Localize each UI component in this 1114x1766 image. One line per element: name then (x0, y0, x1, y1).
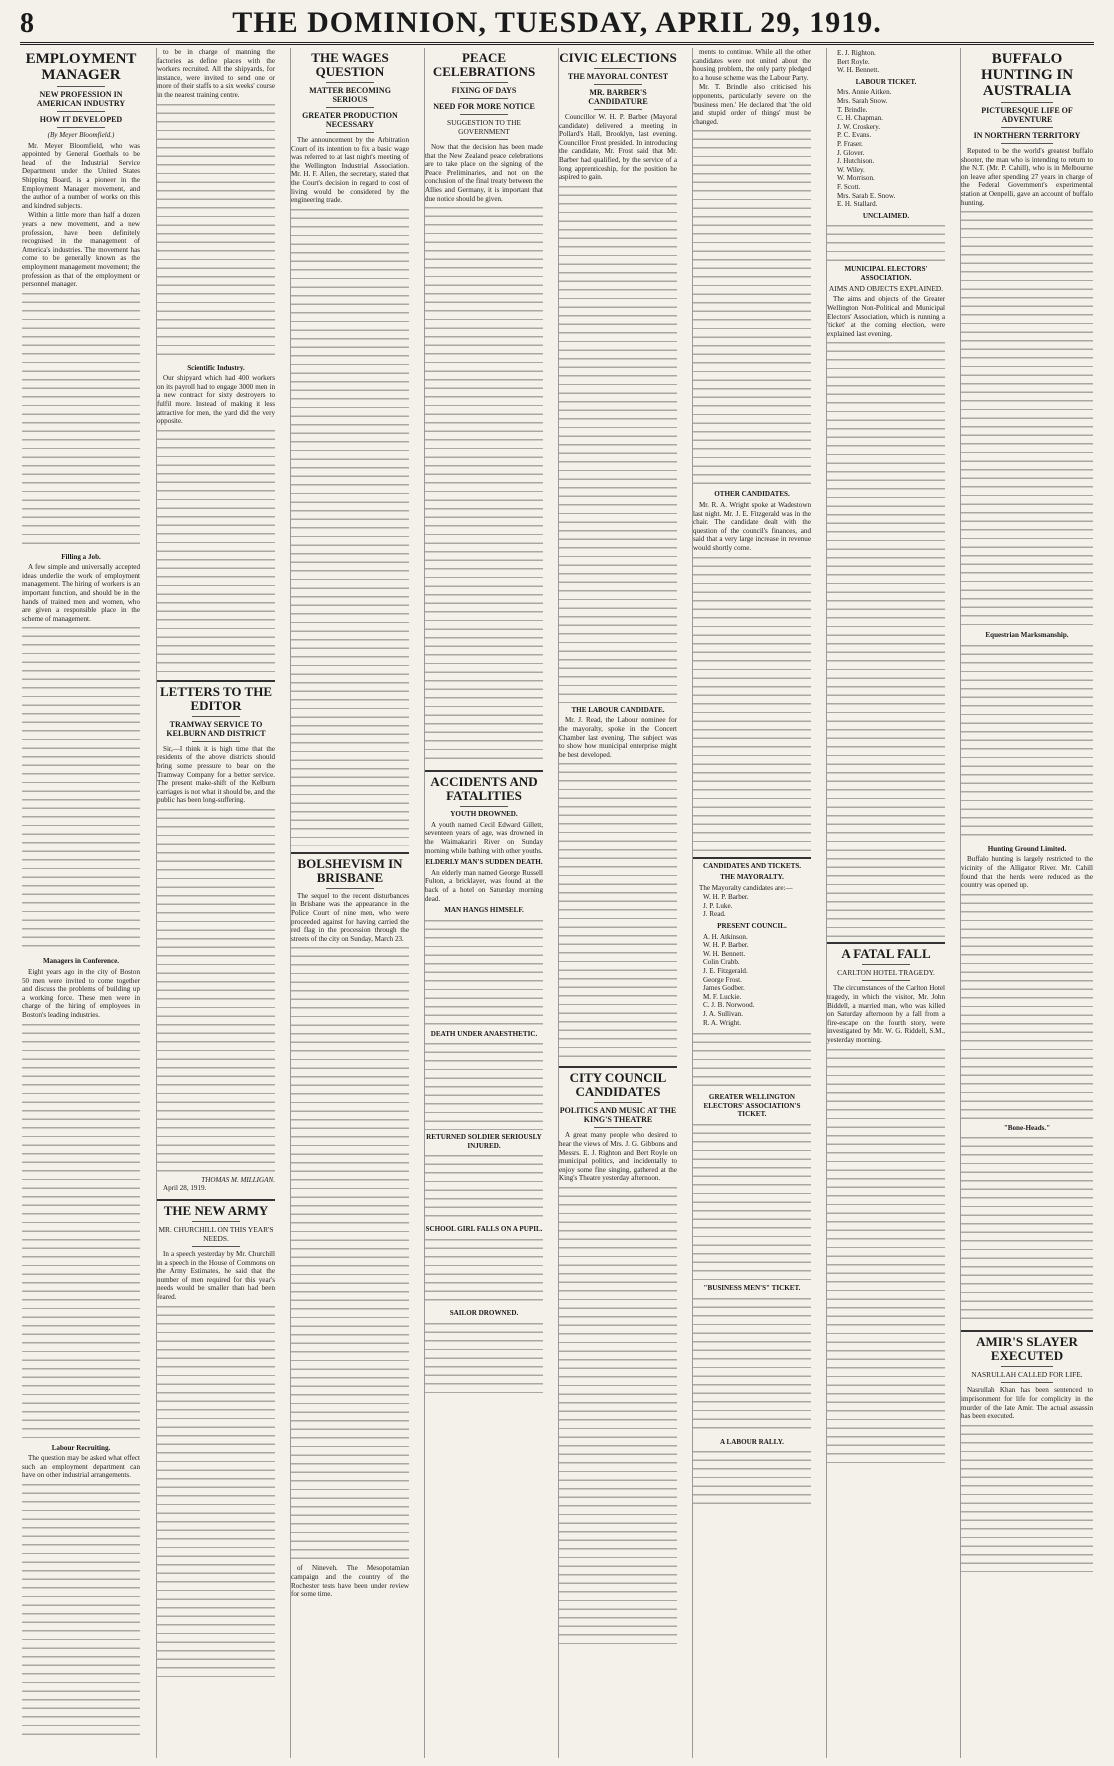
deck: NASRULLAH CALLED FOR LIFE. (971, 1370, 1083, 1380)
columns (22, 48, 1092, 1758)
subheading: ELDERLY MAN'S SUDDEN DEATH. (425, 858, 543, 867)
subheading: UNCLAIMED. (862, 211, 910, 220)
subheading: Labour Recruiting. (51, 1443, 111, 1452)
article-wages-question (291, 51, 409, 846)
list-item: A. H. Atkinson. (703, 932, 748, 941)
column-3 (290, 48, 409, 1758)
article-candidates-tickets (693, 862, 811, 1509)
list-item: Colin Crabb. (703, 958, 740, 967)
dateline: April 28, 1919. (163, 1184, 207, 1193)
article-new-army (157, 1204, 275, 1683)
list-item: F. Scott. (837, 182, 861, 191)
list-item: J. Hutchison. (837, 157, 875, 166)
list-item: J. E. Fitzgerald. (703, 967, 748, 976)
article-amir-slayer (961, 1335, 1093, 1571)
column-5 (558, 48, 677, 1758)
paragraph: Councillor W. H. P. Barber (Mayoral candidate) delivered a meeting in Pollard's Hall, Brooklyn, last evening. Councillor Frost presided. In introducing the candidate, Mr. Frost said that Mr. Barber had qualified, by the service of a long apprenticeship, for the position he aspired to gain. (559, 113, 677, 182)
column-1 (22, 48, 140, 1758)
paragraph: The announcement by the Arbitration Court of its intention to fix a basic wage was referred to at last night's meeting of the Wellington Industrial Association. Mr. H. F. Allen, the secretary, stated that the Court's decision in regard to cost of living would be considered by the engineering trade. (291, 136, 409, 205)
deck: PICTURESQUE LIFE OF ADVENTURE (981, 106, 1073, 124)
paragraph: The sequel to the recent disturbances in Brisbane was the appearance in the Police Court of nine men, who were proceeded against for having carried the red flag in the procession through the streets of the city on Sunday, March 23. (291, 891, 409, 943)
masthead (20, 6, 1094, 45)
list-item: Mrs. Annie Aitken. (837, 88, 892, 97)
list-item: James Godber. (703, 984, 745, 993)
deck: MR. BARBER'S CANDIDATURE (588, 88, 648, 106)
paragraph: Within a little more than half a dozen years a new movement, and a new profession, have been definitely recognised in the management of America's industries. The movement has come to be generally known as the employment management movement; the profession as that of the employment or personnel manager. (22, 211, 140, 289)
deck: MATTER BECOMING SERIOUS (309, 86, 391, 104)
paragraph: The aims and objects of the Greater Wellington Non-Political and Municipal Electors' Association, which is running a 'ticket' at the coming election, were explained last evening. (827, 295, 945, 338)
article-buffalo-hunting (961, 51, 1093, 1324)
list-item: P. Fraser. (837, 139, 863, 148)
article-city-council (559, 1071, 677, 1644)
paragraph: to be in charge of manning the factories as define places with the workers recruited. All the shipyards, for instance, were invited to send one or more of their staffs to a six weeks' course in the nearest training centre. (157, 48, 275, 99)
list-item: W. H. P. Barber. (703, 941, 749, 950)
subheading: Equestrian Marksmanship. (985, 631, 1069, 640)
column-6 (692, 48, 811, 1758)
column-8 (960, 48, 1093, 1758)
masthead-title: THE DOMINION, TUESDAY, APRIL 29, 1919. (232, 6, 882, 39)
paragraph: ments to continue. While all the other candidates were not united about the housing problem, the only party pledged to a house scheme was the Labour Party. (693, 48, 811, 82)
list-item: W. H. P. Barber. (703, 893, 749, 902)
list-item: P. C. Evans. (837, 131, 872, 140)
paragraph: of Nineveh. The Mesopotamian campaign and the country of the Rochester tests have been under review for some time. (291, 1564, 409, 1599)
headline: CITY COUNCIL CANDIDATES (569, 1070, 667, 1100)
paragraph: The circumstances of the Carlton Hotel tragedy, in which the visitor, Mr. John Biddell, a married man, who was killed on Saturday afternoon by a fall from a fire-escape on the fourth story, were investigated by Mr. W. G. Riddell, S.M., yesterday morning. (827, 984, 945, 1044)
article-bolshevism (291, 857, 409, 1599)
subheading: Filling a Job. (61, 552, 101, 561)
subheading: RETURNED SOLDIER SERIOUSLY INJURED. (426, 1133, 542, 1150)
list-item: W. Wiley. (837, 165, 865, 174)
deck: SUGGESTION TO THE GOVERNMENT (447, 118, 521, 136)
subheading: CANDIDATES AND TICKETS. (702, 861, 802, 870)
byline: (By Meyer Bloomfield.) (47, 131, 115, 139)
subheading: Managers in Conference. (42, 957, 120, 966)
council-list (703, 933, 811, 1028)
list-item: W. Morrison. (837, 174, 875, 183)
deck: MR. CHURCHILL ON THIS YEAR'S NEEDS. (158, 1225, 274, 1244)
subheading: THE LABOUR CANDIDATE. (571, 705, 665, 714)
paragraph: Reputed to be the world's greatest buffalo shooter, the man who is intending to return to the N.T. (Mr. P. Cahill), who is in Melbourne on leave after spending 27 years in charge of the Federal Government's experimental station at Oenpelli, gave an account of buffalo hunting. (961, 147, 1093, 207)
paragraph: The Mayoralty candidates are:— (699, 883, 793, 892)
paragraph: Mr. T. Brindle also criticised his opponents, particularly severe on the 'business men.' He declared that 'the old and stupid order of things' must be changed. (693, 83, 811, 126)
headline: PEACE CELEBRATIONS (432, 50, 536, 79)
list-item: Bert Royle. (837, 57, 870, 66)
paragraph: Now that the decision has been made that the New Zealand peace celebrations are to take place on the signing of the Peace Preliminaries, and not on the conclusion of the final treaty between the Allies and Germany, it is important that due notice should be given. (425, 143, 543, 203)
paragraph: Mr. J. Read, the Labour nominee for the mayoralty, spoke in the Concert Chamber last evening. The subject was to show how municipal enterprise might be best developed. (559, 716, 677, 759)
subheading: "Bone-Heads." (1003, 1123, 1051, 1132)
subheading: OTHER CANDIDATES. (714, 490, 790, 499)
deck: TRAMWAY SERVICE TO KELBURN AND DISTRICT (166, 719, 266, 738)
deck: FIXING OF DAYS (451, 86, 517, 95)
paragraph: The question may be asked what effect such an employment department can have on other industrial arrangements. (22, 1454, 140, 1480)
deck: THE MAYORAL CONTEST (567, 72, 669, 81)
mayoralty-list (703, 893, 811, 919)
list-item: M. F. Luckie. (703, 992, 742, 1001)
list-item: E. H. Stallard. (837, 200, 878, 209)
subheading: MUNICIPAL ELECTORS' ASSOCIATION. (844, 265, 928, 282)
list-item: J. Glover. (837, 148, 865, 157)
names-list (837, 49, 945, 75)
headline: BOLSHEVISM IN BRISBANE (297, 855, 403, 885)
page-number: 8 (20, 8, 34, 39)
deck: POLITICS AND MUSIC AT THE KING'S THEATRE (559, 1106, 677, 1125)
list-item: E. J. Righton. (837, 49, 876, 57)
list-item: T. Brindle. (837, 105, 868, 114)
headline: LETTERS TO THE EDITOR (159, 683, 272, 713)
signature: THOMAS M. MILLIGAN. (201, 1175, 275, 1184)
paragraph: In a speech yesterday by Mr. Churchill in a speech in the House of Commons on the Army Estimates, he said that the number of men required for this year's needs would be smaller than had been feared. (157, 1250, 275, 1302)
column-7 (826, 48, 945, 1758)
subheading: SCHOOL GIRL FALLS ON A PUPIL. (425, 1225, 543, 1234)
subheading: THE MAYORALTY. (720, 873, 784, 882)
headline: EMPLOYMENT MANAGER (25, 51, 137, 83)
subheading: "BUSINESS MEN'S" TICKET. (703, 1283, 801, 1292)
article-letters (157, 685, 275, 1193)
paragraph: A few simple and universally accepted ideas underlie the work of employment management. The hiring of workers is an important function, and should be in the hands of trained men and women, who are given a responsible place in the scheme of management. (22, 563, 140, 623)
paragraph: A youth named Cecil Edward Gillett, seventeen years of age, was drowned in the Waimakariri River on Sunday morning while bathing with other youths. (425, 820, 543, 855)
headline: CIVIC ELECTIONS (559, 50, 677, 65)
list-item: Mrs. Sarah E. Snow. (837, 191, 896, 200)
article-civic-elections (559, 51, 677, 1060)
paragraph: A great many people who desired to hear the views of Mrs. J. G. Gibbons and Messrs. E. J. Righton and Bert Royle on municipal politics, and incidentally to enjoy some fine singing, gathered at the King's Theatre yesterday afternoon. (559, 1131, 677, 1183)
column-2 (156, 48, 275, 1758)
paragraph: Sir,—I think it is high time that the residents of the above districts should bring some pressure to bear on the Tramway Company for a better service. The present make-shift of the Kelburn carriages is not what it should be, and the public has been long-suffering. (157, 744, 275, 805)
paragraph: Eight years ago in the city of Boston 50 men were invited to come together and discuss the problems of building up a working force. These men were in charge of the hiring of employees in Boston's leading industries. (22, 968, 140, 1019)
paragraph: Mr. Meyer Bloomfield, who was appointed by General Goethals to be head of the Industrial Service Department under the United States Shipping Board, is a pioneer in the Employment Manager movement, and the author of a number of works on this and kindred subjects. (22, 141, 140, 210)
headline: THE NEW ARMY (163, 1203, 269, 1219)
subheading: Hunting Ground Limited. (987, 844, 1067, 853)
list-item: J. W. Croskery. (837, 122, 881, 131)
paragraph: Nasrullah Khan has been sentenced to imprisonment for life for complicity in the murder of the late Amir. The actual assassin has been executed. (961, 1386, 1093, 1421)
deck: HOW IT DEVELOPED (39, 115, 123, 124)
subheading: SAILOR DROWNED. (449, 1309, 519, 1318)
deck: NEED FOR MORE NOTICE (433, 102, 535, 111)
subheading: PRESENT COUNCIL. (717, 922, 787, 931)
headline: AMIR'S SLAYER EXECUTED (976, 1334, 1078, 1364)
subheading: DEATH UNDER ANAESTHETIC. (430, 1029, 538, 1038)
headline: BUFFALO HUNTING IN AUSTRALIA (980, 51, 1074, 99)
paragraph: An elderly man named George Russell Fulton, a bricklayer, was found at the back of a hotel on Saturday morning dead. (425, 868, 543, 903)
list-item: J. P. Luke. (703, 901, 733, 910)
deck: NEW PROFESSION IN AMERICAN INDUSTRY (36, 90, 126, 108)
list-item: George Frost. (703, 975, 742, 984)
list-item: W. H. Bennett. (837, 66, 880, 75)
headline: THE WAGES QUESTION (311, 50, 389, 79)
paragraph: Mr. R. A. Wright spoke at Wadestown last night. Mr. J. E. Fitzgerald was in the chair. The candidate dealt with the question of the council's finances, and said that a very large increase in revenue would shortly come. (693, 500, 811, 552)
labour-ticket-list (837, 88, 945, 208)
list-item: J. Read. (703, 910, 726, 919)
list-item: W. H. Bennett. (703, 949, 746, 958)
deck: CARLTON HOTEL TRAGEDY. (837, 968, 935, 978)
subheading: MAN HANGS HIMSELF. (444, 906, 524, 915)
article-peace-celebrations (425, 51, 543, 764)
subheading: A LABOUR RALLY. (720, 1437, 784, 1446)
subheading: Scientific Industry. (187, 363, 245, 372)
paragraph: Our shipyard which had 400 workers on its payroll had to engage 3000 men in a new contract for sixty destroyers to fulfil more. Instead of making it less attractive for men, the yard did the very opposite. (157, 374, 275, 426)
headline: ACCIDENTS AND FATALITIES (430, 774, 538, 804)
subheading: YOUTH DROWNED. (450, 810, 518, 819)
list-item: C. H. Chapman. (837, 114, 883, 123)
list-item: C. J. B. Norwood. (703, 1001, 755, 1010)
subheading: LABOUR TICKET. (855, 77, 917, 86)
paragraph: Buffalo hunting is largely restricted to the vicinity of the Alligator River. Mr. Cahill found that the herds were reduced as the country was opened up. (961, 855, 1093, 890)
list-item: J. A. Sullivan. (703, 1010, 744, 1018)
headline: A FATAL FALL (841, 946, 931, 962)
deck: AIMS AND OBJECTS EXPLAINED. (828, 284, 944, 294)
list-item: Mrs. Sarah Snow. (837, 96, 888, 105)
subheading: GREATER WELLINGTON ELECTORS' ASSOCIATION'S TICKET. (703, 1093, 801, 1119)
column-4 (424, 48, 543, 1758)
deck: GREATER PRODUCTION NECESSARY (302, 111, 398, 129)
article-accidents (425, 775, 543, 1400)
article-fatal-fall (827, 947, 945, 1465)
article-employment-manager (22, 51, 140, 1741)
list-item: R. A. Wright. (703, 1018, 742, 1027)
deck: IN NORTHERN TERRITORY (973, 131, 1081, 140)
